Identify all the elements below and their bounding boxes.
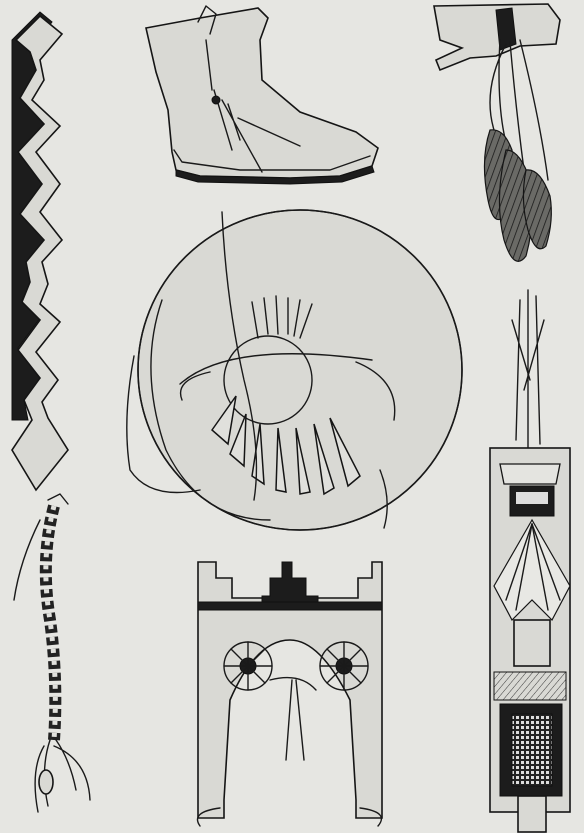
stepped-cloud-tablet — [198, 562, 383, 826]
zigzag-lightning-stick — [12, 12, 68, 490]
painted-sun-shield — [127, 210, 462, 530]
kachina-board — [490, 290, 570, 832]
moccasin — [146, 6, 378, 184]
braided-rawhide-whip — [14, 494, 90, 812]
fur-tassel-bundle — [434, 4, 560, 261]
